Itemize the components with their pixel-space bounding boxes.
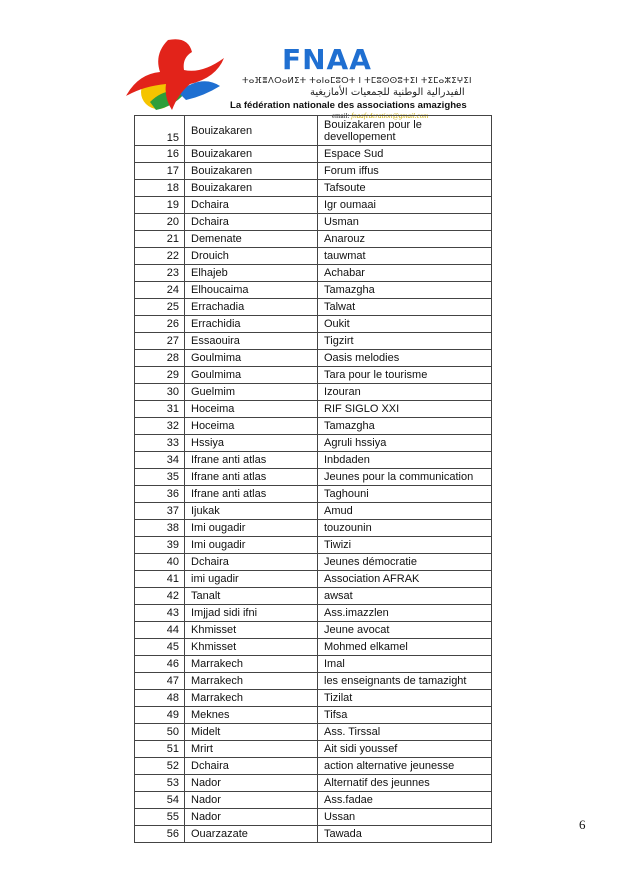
city-cell: Hssiya (185, 435, 318, 452)
table-row (135, 554, 492, 571)
association-cell: Igr oumaai (318, 197, 492, 214)
row-number-cell: 30 (135, 384, 185, 401)
city-cell: Bouizakaren (185, 180, 318, 197)
row-number-cell: 22 (135, 248, 185, 265)
table-row (135, 384, 492, 401)
letterhead (120, 34, 510, 120)
association-cell: Association AFRAK (318, 571, 492, 588)
row-number-cell: 27 (135, 333, 185, 350)
association-cell: Forum iffus (318, 163, 492, 180)
table-row (135, 146, 492, 163)
city-cell: Ifrane anti atlas (185, 486, 318, 503)
table-row (135, 724, 492, 741)
table-row (135, 826, 492, 843)
row-number-cell: 20 (135, 214, 185, 231)
row-number-cell: 16 (135, 146, 185, 163)
row-number-cell: 56 (135, 826, 185, 843)
city-cell: Dchaira (185, 214, 318, 231)
table-row (135, 605, 492, 622)
table-row (135, 792, 492, 809)
association-cell: Ussan (318, 809, 492, 826)
city-cell: Tanalt (185, 588, 318, 605)
row-number-cell: 37 (135, 503, 185, 520)
row-number-cell: 26 (135, 316, 185, 333)
city-cell: Errachidia (185, 316, 318, 333)
city-cell: Guelmim (185, 384, 318, 401)
association-cell: touzounin (318, 520, 492, 537)
table-row (135, 163, 492, 180)
city-cell: Goulmima (185, 367, 318, 384)
association-cell: Mohmed elkamel (318, 639, 492, 656)
city-cell: imi ugadir (185, 571, 318, 588)
table-row (135, 452, 492, 469)
city-cell: Hoceima (185, 401, 318, 418)
table-row (135, 809, 492, 826)
table-row (135, 758, 492, 775)
row-number-cell: 32 (135, 418, 185, 435)
row-number-cell: 55 (135, 809, 185, 826)
association-cell: Espace Sud (318, 146, 492, 163)
table-row (135, 435, 492, 452)
row-number-cell: 49 (135, 707, 185, 724)
city-cell: Drouich (185, 248, 318, 265)
table-row (135, 775, 492, 792)
city-cell: Elhajeb (185, 265, 318, 282)
association-cell: les enseignants de tamazight (318, 673, 492, 690)
association-cell: Tizilat (318, 690, 492, 707)
table-row (135, 333, 492, 350)
table-row (135, 350, 492, 367)
row-number-cell: 23 (135, 265, 185, 282)
row-number-cell: 39 (135, 537, 185, 554)
association-cell: Tawada (318, 826, 492, 843)
city-cell: Ifrane anti atlas (185, 469, 318, 486)
table-row (135, 418, 492, 435)
email-label: email: (332, 112, 350, 120)
association-cell: Usman (318, 214, 492, 231)
table-row (135, 673, 492, 690)
row-number-cell: 40 (135, 554, 185, 571)
association-cell: RIF SIGLO XXI (318, 401, 492, 418)
row-number-cell: 21 (135, 231, 185, 248)
table-row (135, 469, 492, 486)
row-number-cell: 24 (135, 282, 185, 299)
row-number-cell: 53 (135, 775, 185, 792)
city-cell: Marrakech (185, 673, 318, 690)
table-row (135, 520, 492, 537)
city-cell: Dchaira (185, 758, 318, 775)
page-number: 6 (579, 817, 586, 832)
association-cell: Tiwizi (318, 537, 492, 554)
city-cell: Imjjad sidi ifni (185, 605, 318, 622)
table-row (135, 690, 492, 707)
row-number-cell: 44 (135, 622, 185, 639)
city-cell: Ouarzazate (185, 826, 318, 843)
city-cell: Imi ougadir (185, 520, 318, 537)
row-number-cell: 41 (135, 571, 185, 588)
city-cell: Nador (185, 775, 318, 792)
association-cell: Ass. Tirssal (318, 724, 492, 741)
table-row (135, 486, 492, 503)
association-cell: action alternative jeunesse (318, 758, 492, 775)
table-row (135, 588, 492, 605)
table-row (135, 197, 492, 214)
table-row (135, 248, 492, 265)
row-number-cell: 46 (135, 656, 185, 673)
city-cell: Nador (185, 809, 318, 826)
association-cell: Inbdaden (318, 452, 492, 469)
associations-table (134, 115, 492, 843)
table-body (135, 116, 492, 843)
city-cell: Demenate (185, 231, 318, 248)
association-cell: Ait sidi youssef (318, 741, 492, 758)
city-cell: Imi ougadir (185, 537, 318, 554)
table-row (135, 180, 492, 197)
city-cell: Elhoucaima (185, 282, 318, 299)
table-row (135, 401, 492, 418)
association-cell: Amud (318, 503, 492, 520)
row-number-cell: 28 (135, 350, 185, 367)
city-cell: Essaouira (185, 333, 318, 350)
table-row (135, 741, 492, 758)
row-number-cell: 19 (135, 197, 185, 214)
city-cell: Bouizakaren (185, 163, 318, 180)
row-number-cell: 47 (135, 673, 185, 690)
association-cell: Jeunes démocratie (318, 554, 492, 571)
city-cell: Midelt (185, 724, 318, 741)
row-number-cell: 31 (135, 401, 185, 418)
row-number-cell: 43 (135, 605, 185, 622)
table-row (135, 282, 492, 299)
association-cell: Izouran (318, 384, 492, 401)
city-cell: Hoceima (185, 418, 318, 435)
table-row (135, 299, 492, 316)
association-cell: Tifsa (318, 707, 492, 724)
association-cell: Jeune avocat (318, 622, 492, 639)
association-cell: Oasis melodies (318, 350, 492, 367)
table-row (135, 656, 492, 673)
row-number-cell: 38 (135, 520, 185, 537)
city-cell: Bouizakaren (185, 146, 318, 163)
fnaa-logo-graphic (120, 34, 232, 114)
row-number-cell: 36 (135, 486, 185, 503)
association-cell: Taghouni (318, 486, 492, 503)
row-number-cell: 48 (135, 690, 185, 707)
city-cell: Meknes (185, 707, 318, 724)
association-cell: Jeunes pour la communication (318, 469, 492, 486)
row-number-cell: 54 (135, 792, 185, 809)
row-number-cell: 52 (135, 758, 185, 775)
city-cell: Nador (185, 792, 318, 809)
city-cell: Marrakech (185, 690, 318, 707)
city-cell: Marrakech (185, 656, 318, 673)
association-cell: Tamazgha (318, 418, 492, 435)
association-cell: Alternatif des jeunnes (318, 775, 492, 792)
row-number-cell: 42 (135, 588, 185, 605)
row-number-cell: 29 (135, 367, 185, 384)
tifinagh-tagline: ⵜⴰⴼⴻⴷⵔⴰⵍⵉⵜ ⵜⴰⵏⴰⵎⵓⵔⵜ ⵏ ⵜⵎⵓⵙⵙⵓⵜⵉⵏ ⵜⵉⵎⴰⵣⵉⵖⵉⵏ (242, 76, 472, 86)
association-cell: Bouizakaren pour le devellopement (318, 116, 492, 146)
association-cell: Anarouz (318, 231, 492, 248)
table-row (135, 622, 492, 639)
arabic-tagline: الفيدرالية الوطنية للجمعيات الأمازيغية (310, 87, 465, 98)
table-row (135, 707, 492, 724)
table-row (135, 316, 492, 333)
association-cell: Imal (318, 656, 492, 673)
association-cell: Tigzirt (318, 333, 492, 350)
city-cell: Khmisset (185, 639, 318, 656)
row-number-cell: 33 (135, 435, 185, 452)
table-row (135, 639, 492, 656)
french-tagline: La fédération nationale des associations amazighes (230, 100, 467, 111)
table-row (135, 265, 492, 282)
city-cell: Errachadia (185, 299, 318, 316)
row-number-cell: 25 (135, 299, 185, 316)
association-cell: Tafsoute (318, 180, 492, 197)
row-number-cell: 35 (135, 469, 185, 486)
association-cell: Tamazgha (318, 282, 492, 299)
table-row (135, 367, 492, 384)
row-number-cell: 51 (135, 741, 185, 758)
association-cell: Ass.imazzlen (318, 605, 492, 622)
city-cell: Khmisset (185, 622, 318, 639)
table-row (135, 571, 492, 588)
table-row (135, 537, 492, 554)
city-cell: Bouizakaren (185, 116, 318, 146)
row-number-cell: 50 (135, 724, 185, 741)
row-number-cell: 18 (135, 180, 185, 197)
city-cell: Ifrane anti atlas (185, 452, 318, 469)
association-cell: tauwmat (318, 248, 492, 265)
city-cell: Dchaira (185, 197, 318, 214)
association-cell: Tara pour le tourisme (318, 367, 492, 384)
table-row (135, 116, 492, 146)
association-cell: Oukit (318, 316, 492, 333)
association-cell: awsat (318, 588, 492, 605)
logo-red-figure (126, 39, 224, 110)
city-cell: Goulmima (185, 350, 318, 367)
row-number-cell: 17 (135, 163, 185, 180)
table-row (135, 503, 492, 520)
association-cell: Agruli hssiya (318, 435, 492, 452)
row-number-cell: 45 (135, 639, 185, 656)
association-cell: Ass.fadae (318, 792, 492, 809)
table-row (135, 214, 492, 231)
table-row (135, 231, 492, 248)
city-cell: Ijukak (185, 503, 318, 520)
row-number-cell: 34 (135, 452, 185, 469)
city-cell: Mrirt (185, 741, 318, 758)
row-number-cell: 15 (135, 116, 185, 146)
city-cell: Dchaira (185, 554, 318, 571)
brand-name: FNAA (282, 43, 372, 76)
association-cell: Talwat (318, 299, 492, 316)
email-address: fnaafederation@gmail.com (351, 112, 429, 120)
association-cell: Achabar (318, 265, 492, 282)
